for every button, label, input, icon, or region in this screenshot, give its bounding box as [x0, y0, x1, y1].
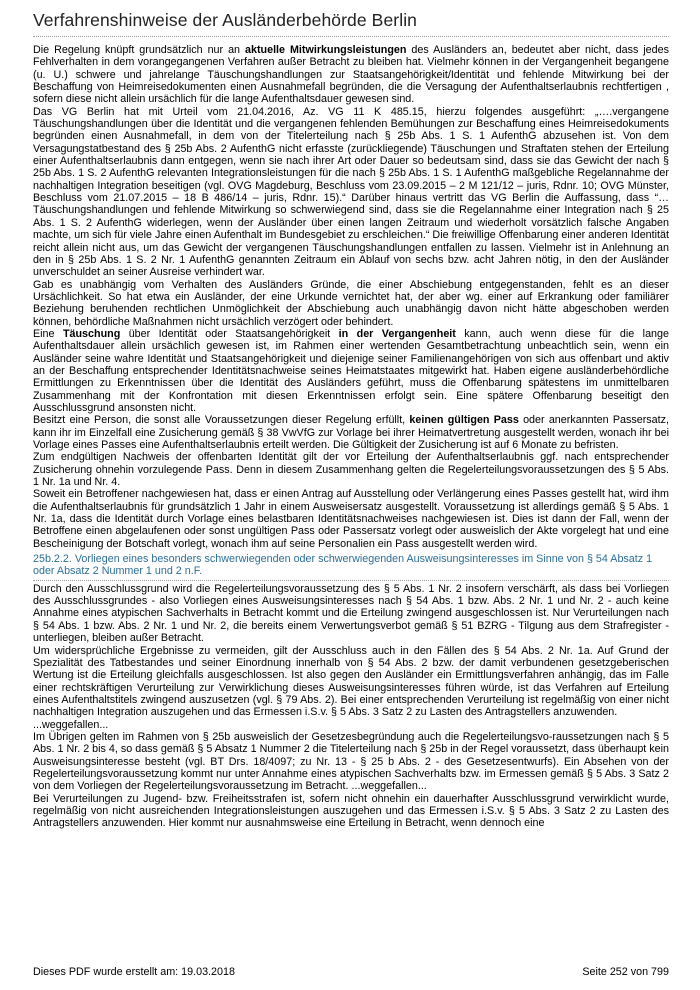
section-divider: [33, 580, 669, 581]
paragraph: Zum endgültigen Nachweis der offenbarten Identität gilt der vor Erteilung der Aufenthaltserlaubnis ggf. nach entsprechender Zusicherung ohnehin vorzulegende Pass. Denn in diesem Zusammenhang gelten die Regelerteilungsvoraussetzungen des § 5 Abs. 1 Nr. 1a und Nr. 4.: [33, 451, 669, 489]
paragraph: Besitzt eine Person, die sonst alle Voraussetzungen dieser Regelung erfüllt, keinen gültigen Pass oder anerkannten Passersatz, kann ihr im Einzelfall eine Zusicherung gemäß § 38 VwVfG zur Vorlage bei ihrer Heimatvertretung ausgestellt werden, wonach ihr bei Vorlage eines Passes eine Aufenthaltserlaubnis erteilt werden. Die Gültigkeit der Zusicherung ist auf 6 Monate zu befristen.: [33, 414, 669, 451]
paragraph: Durch den Ausschlussgrund wird die Regelerteilungsvoraussetzung des § 5 Abs. 1 Nr. 2 insofern verschärft, als dass bei Vorliegen des Ausschlussgrundes - also Vorliegen eines Ausweisungsinteresses nach § 54 Abs. 1 bzw. Abs. 2 Nr. 1 und Nr. 2 - auch keine Annahme eines atypischen Sachverhalts in Betracht kommt und die Erteilung zwingend ausgeschlossen ist. Nur Verurteilungen nach § 54 Abs. 1 bzw. Abs. 2 Nr. 1 und Nr. 2, die bereits einem Verwertungsverbot gemäß § 51 BZRG - Tilgung aus dem Strafregister - unterliegen, bleiben außer Betracht.: [33, 582, 669, 645]
paragraph: Bei Verurteilungen zu Jugend- bzw. Freiheitsstrafen ist, sofern nicht ohnehin ein dauerhafter Ausschlussgrund verwirklicht wurde, regelmäßig von nicht ausreichenden Integrationsleistungen auszugehen und das Ermessen i.S.v. § 5 Abs. 3 Satz 2 zu Lasten des Antragstellers anzuwenden. Hier kommt nur ausnahmsweise eine Erteilung in Betracht, wenn dennoch eine: [33, 792, 669, 830]
paragraph: Im Übrigen gelten im Rahmen von § 25b ausweislich der Gesetzesbegründung auch die Regelerteilungsvo-raussetzungen nach § 5 Abs. 1 Nr. 2 bis 4, so dass gemäß § 5 Absatz 1 Nummer 2 die Titelerteilung nach § 25b in der Regel voraussetzt, dass überhaupt kein Ausweisungsinteresse besteht (vgl. BT Drs. 18/4097; zu Nr. 13 - § 25 b Abs. 2 - des Gesetzesentwurfs). Ein Absehen von der Regelerteilungsvoraussetzung kommt nur unter Annahme eines atypischen Sachverhalts bzw. im Ermessen gemäß § 5 Abs. 3 Satz 2 von dem Vorliegen der Regelerteilungsvoraussetzung im Betracht. ...weggefallen...: [33, 730, 669, 793]
footer-page-number: Seite 252 von 799: [582, 966, 669, 978]
footer-created-date: Dieses PDF wurde erstellt am: 19.03.2018: [33, 966, 235, 978]
page-title: Verfahrenshinweise der Ausländerbehörde Berlin: [33, 10, 418, 30]
paragraph: Um widersprüchliche Ergebnisse zu vermeiden, gilt der Ausschluss auch in den Fällen des § 54 Abs. 2 Nr. 1a. Auf Grund der Spezialität des Tatbestandes und seiner Einordnung innerhalb von § 54 Abs. 2 bzw. der damit verbundenen gesetzgeberischen Wertung ist die Erteilung gleichfalls ausgeschlossen. Ist also gegen den Ausländer ein Ermittlungsverfahren anhängig, das im Falle einer rechtskräftigen Verurteilung zur Verwirklichung dieses Ausweisungsinteresses führen würde, ist das Verfahren auf Erteilung eines Aufenthaltstitels zwingend auszusetzen (vgl. § 79 Abs. 2). Bei einer entsprechenden Verurteilung ist regelmäßig von einer nicht nachhaltigen Integration auszugehen und das Ermessen i.S.v. § 5 Abs. 3 Satz 2 zu Lasten des Antragstellers anzuwenden.: [33, 644, 669, 719]
section-heading: 25b.2.2. Vorliegen eines besonders schwerwiegenden oder schwerwiegenden Ausweisungsinteresses im Sinne von § 54 Absatz 1 oder Absatz 2 Nummer 1 und 2 n.F.: [33, 553, 653, 578]
paragraph: ...weggefallen...: [33, 718, 109, 731]
paragraph: Soweit ein Betroffener nachgewiesen hat, dass er einen Antrag auf Ausstellung oder Verlängerung eines Passes gestellt hat, wird ihm die Aufenthaltserlaubnis für grundsätzlich 1 Jahr in einem Ausweisersatz ausgestellt. Voraussetzung ist allerdings gemäß § 5 Abs. 1 Nr. 1a, dass die Identität durch Vorlage eines belastbaren Identitätsnachweises nachgewiesen ist. Dies ist dann der Fall, wenn der Betroffene einen abgelaufenen oder sonst ungültigen Pass oder Passersatz vorlegt oder ausweislich der Akte vorgelegt hat und eine Bescheinigung der Botschaft vorlegt, wonach ihm auf seine Personalien ein Pass ausgestellt werden wird.: [33, 488, 669, 550]
paragraph: Gab es unabhängig vom Verhalten des Ausländers Gründe, die einer Abschiebung entgegenstanden, fehlt es an dieser Ursächlichkeit. So hat etwa ein Ausländer, der eine Urkunde vernichtet hat, der aber wg. einer auf Erkrankung oder familiärer Beziehung beruhenden rechtlichen Unmöglichkeit der Abschiebung auch unabhängig davon nicht hätte abgeschoben werden können, behördliche Maßnahmen nicht ursächlich verzögert oder behindert.: [33, 278, 669, 328]
paragraph: Eine Täuschung über Identität oder Staatsangehörigkeit in der Vergangenheit kann, auch wenn diese für die lange Aufenthaltsdauer allein ursächlich gewesen ist, im Rahmen einer wertenden Gesamtbetrachtung unbeachtlich sein, wenn ein Ausländer seine wahre Identität und Staatsangehörigkeit und diejenige seiner Familienangehörigen von sich aus offenbart und aktiv an der Beschaffung entsprechender Identitätsnachweise seines Heimatstaates mitgewirkt hat. Haben eigene ausländerbehördliche Ermittlungen zu Erkenntnissen über die Identität des Ausländers geführt, muss die Offenbarung spätestens im unmittelbaren Zusammenhang mit der Konfrontation mit diesen Erkenntnissen erfolgt sein. Eine spätere Offenbarung beseitigt den Ausschlussgrund ansonsten nicht.: [33, 327, 669, 414]
title-divider: [33, 36, 669, 37]
paragraph: Das VG Berlin hat mit Urteil vom 21.04.2016, Az. VG 11 K 485.15, hierzu folgendes ausgeführt: „….vergangene Täuschungshandlungen über die Identität und die vergangenen fehlenden Bemühungen zur Beschaffung eines Heimreisedokuments begründen einen Ausnahmefall, in dem von der Titelerteilung nach § 25b Abs. 1 S. 1 AufenthG abzusehen ist. Von dem Versagungstatbestand des § 25b Abs. 2 AufenthG nicht erfasste (zurückliegende) Täuschungen und Straftaten stehen der Erteilung einer Aufenthaltserlaubnis dann entgegen, wenn sie nach ihrer Art oder Dauer so bedeutsam sind, dass sie das Gewicht der nach § 25b Abs. 1 S. 2 AufenthG relevanten Integrationsleistungen für die nach § 25b Abs. 1 S. 1 AufenthG maßgebliche Regelannahme der nachhaltigen Integration beseitigen (vgl. OVG Magdeburg, Beschluss vom 23.09.2015 – 2 M 121/12 – juris, Rdnr. 10; OVG Münster, Beschluss vom 21.07.2015 – 18 B 486/14 – juris, Rdnr. 15).“ Darüber hinaus vertritt das VG Berlin die Auffassung, dass “…Täuschungshandlungen und fehlende Mitwirkung so schwerwiegend sind, dass sie die Regelannahme einer Integration nach § 25 Abs. 1 S. 2 AufenthG widerlegen, wenn der Ausländer über einen langen Zeitraum und wiederholt vorsätzlich falsche Angaben machte, um sich für viele Jahre einen Aufenthalt im Bundesgebiet zu erschleichen.“ Die freiwillige Offenbarung einer anderen Identität reicht allein nicht aus, um das Gewicht der vergangenen Täuschungshandlungen entfallen zu lassen. Vielmehr ist in Anlehnung an den in § 25b Abs. 1 S. 2 Nr. 1 AufenthG genannten Zeitraum ein Ablauf von sechs bzw. acht Jahren nötig, in den der Ausländer unverschuldet an seiner Ausreise verhindert war.: [33, 105, 669, 279]
paragraph: Die Regelung knüpft grundsätzlich nur an aktuelle Mitwirkungsleistungen des Ausländers an, bedeutet aber nicht, dass jedes Fehlverhalten in dem vorangegangenen Verfahren außer Betracht zu bleiben hat. Vielmehr können in der Vergangenheit begangene (u. U.) schwere und jahrelange Täuschungshandlungen zur Staatsangehörigkeit/Identität und fehlende Mitwirkung bei der Beschaffung von Heimreisedokumenten einen Ausnahmefall begründen, die die Versagung der Aufenthaltserlaubnis rechtfertigen , sofern diese nicht allein ursächlich für die lange Aufenthaltsdauer gewesen sind.: [33, 44, 669, 106]
document-body: [33, 44, 669, 830]
